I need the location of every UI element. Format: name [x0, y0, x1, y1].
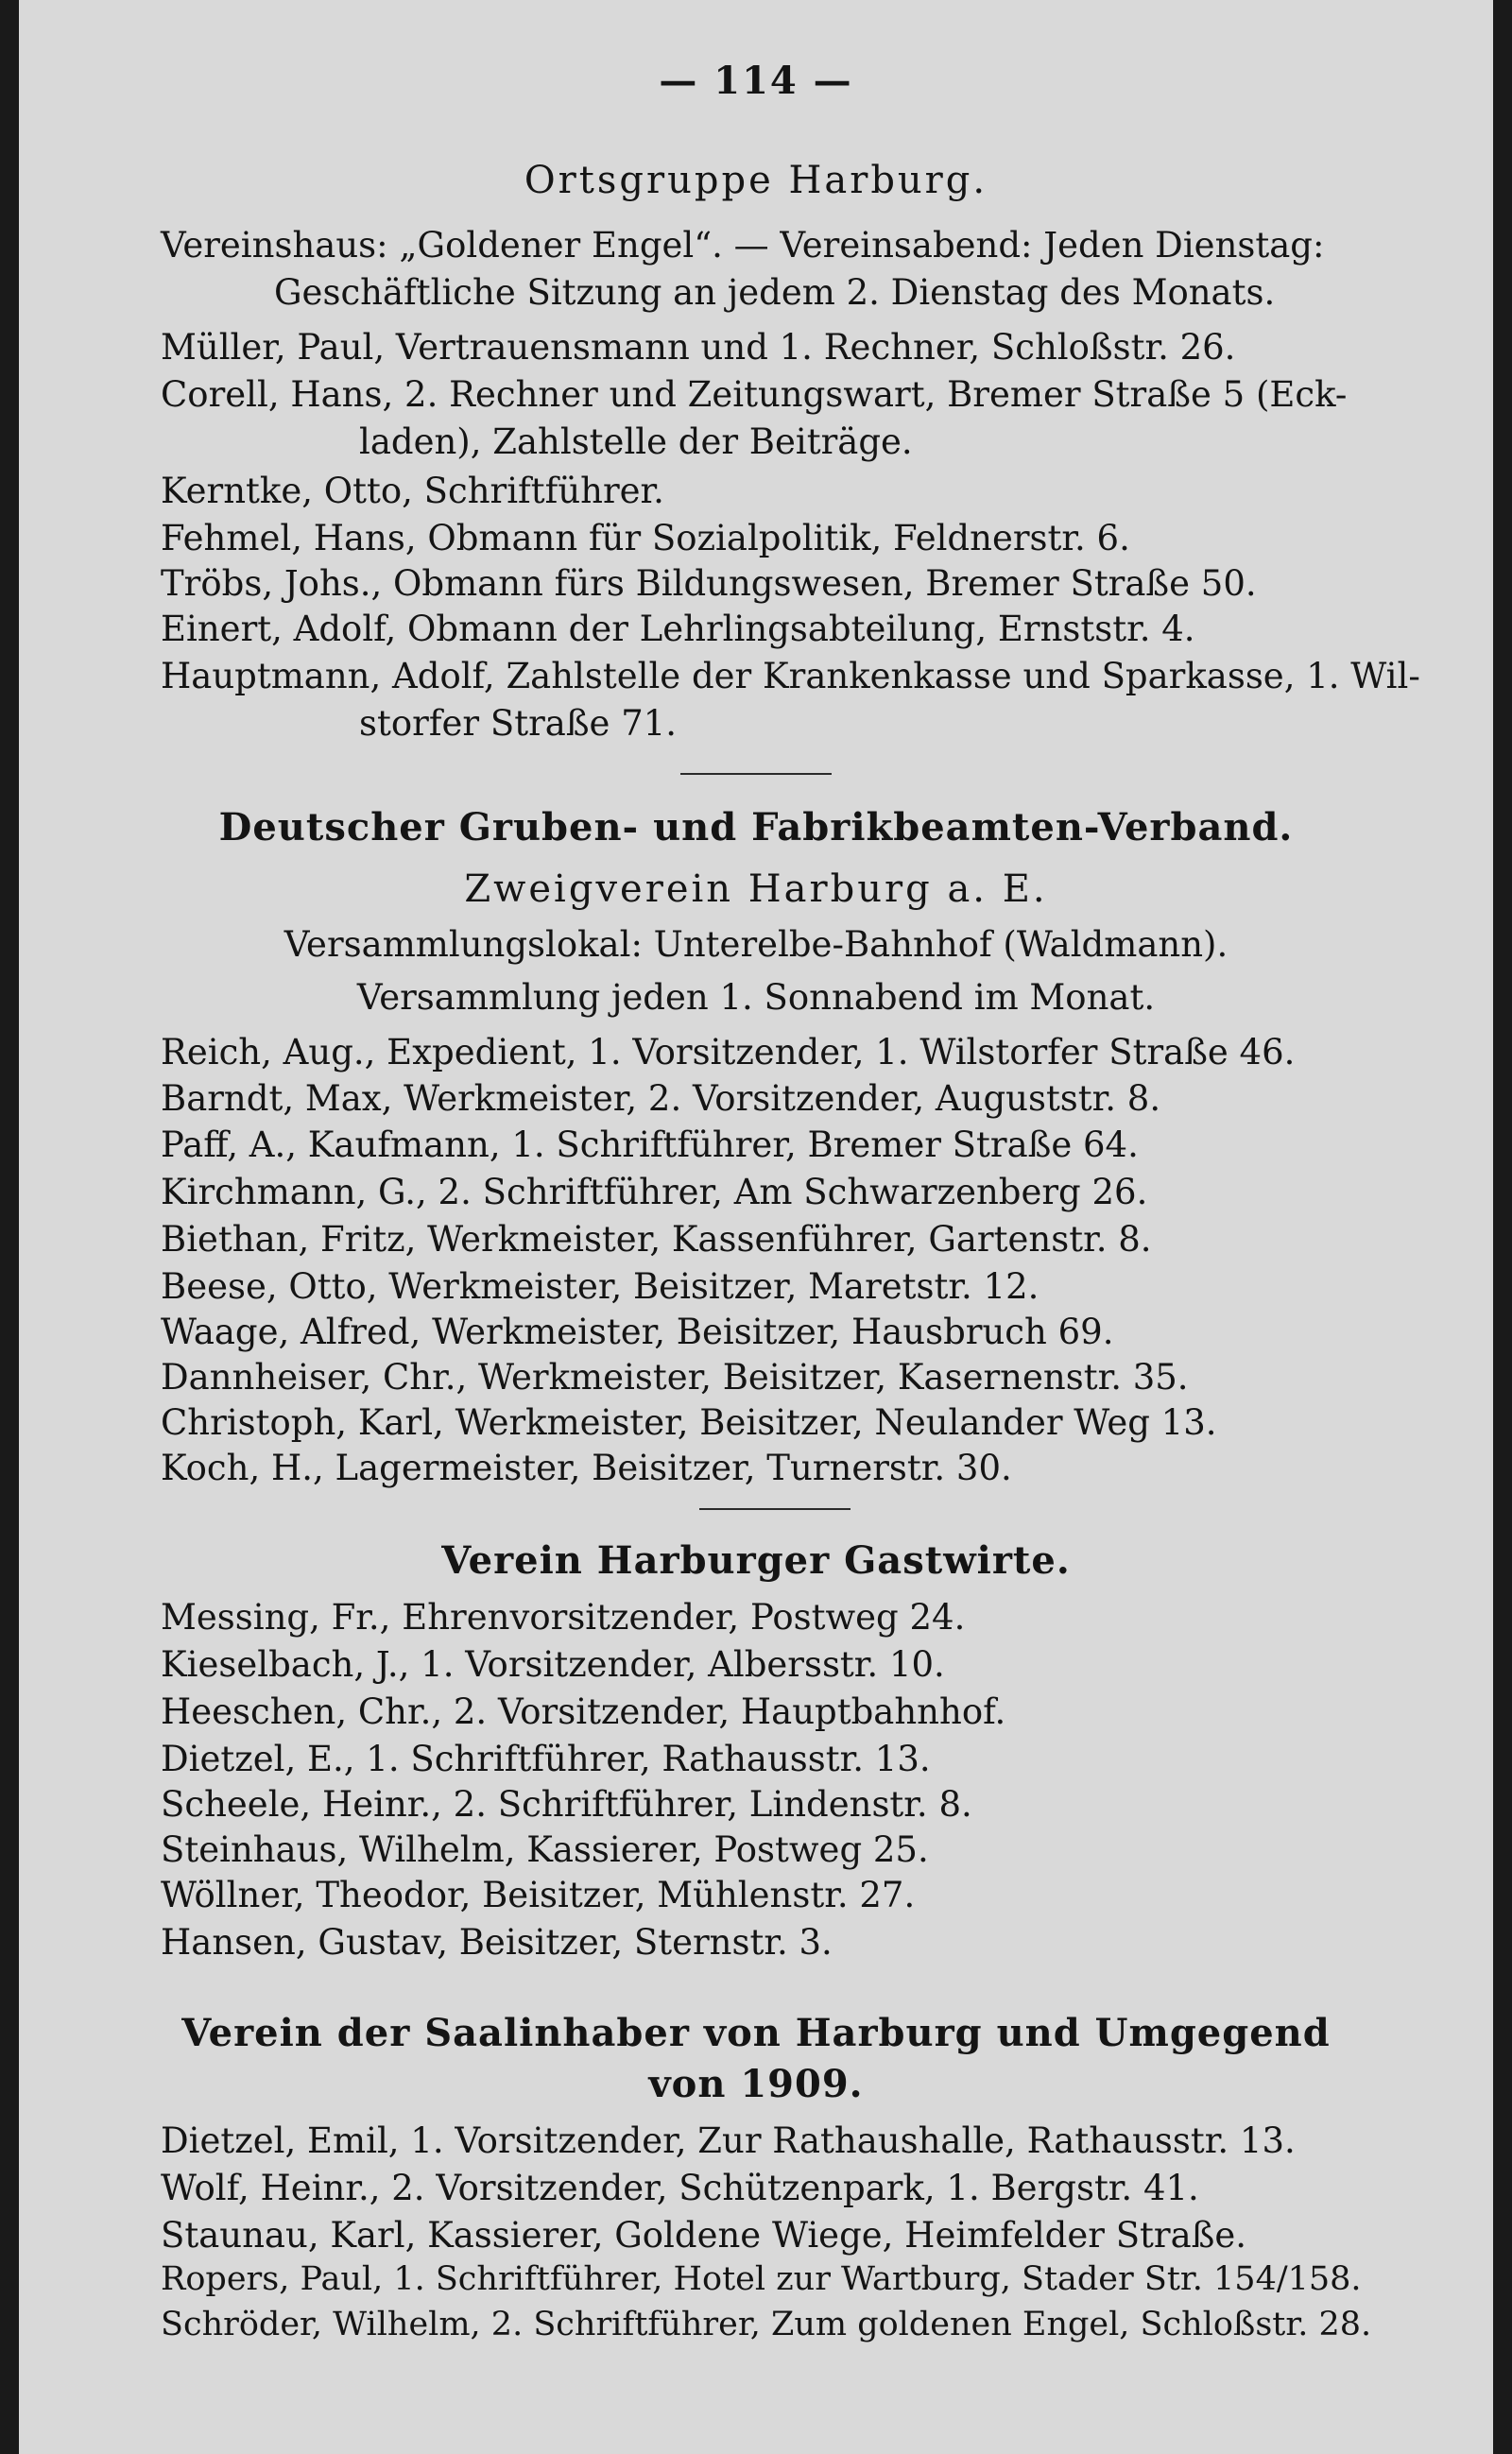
list-item: Dietzel, Emil, 1. Vorsitzender, Zur Rathaushalle, Rathausstr. 13.: [161, 2120, 1296, 2161]
list-item: Schröder, Wilhelm, 2. Schriftführer, Zum goldenen Engel, Schloßstr. 28.: [161, 2306, 1372, 2343]
list-item: Christoph, Karl, Werkmeister, Beisitzer, Neulander Weg 13.: [161, 1402, 1217, 1443]
list-item: Beese, Otto, Werkmeister, Beisitzer, Maretstr. 12.: [161, 1266, 1040, 1307]
list-item: Waage, Alfred, Werkmeister, Beisitzer, Hausbruch 69.: [161, 1312, 1114, 1352]
list-item: Ropers, Paul, 1. Schriftführer, Hotel zur Wartburg, Stader Str. 154/158.: [161, 2260, 1362, 2298]
list-item: Hauptmann, Adolf, Zahlstelle der Krankenkasse und Sparkasse, 1. Wil-: [161, 656, 1420, 696]
list-item: Dannheiser, Chr., Werkmeister, Beisitzer, Kasernenstr. 35.: [161, 1357, 1189, 1398]
list-item: Tröbs, Johs., Obmann fürs Bildungswesen, Bremer Straße 50.: [161, 563, 1257, 604]
list-item: Kerntke, Otto, Schriftführer.: [161, 471, 664, 511]
info-line: Vereinshaus: „Goldener Engel“. — Vereinsabend: Jeden Dienstag:: [161, 225, 1325, 266]
list-item: Einert, Adolf, Obmann der Lehrlingsabteilung, Ernststr. 4.: [161, 609, 1195, 649]
list-item: Scheele, Heinr., 2. Schriftführer, Lindenstr. 8.: [161, 1784, 972, 1825]
divider: [699, 1508, 850, 1510]
list-item: Müller, Paul, Vertrauensmann und 1. Rechner, Schloßstr. 26.: [161, 327, 1236, 368]
list-item: Hansen, Gustav, Beisitzer, Sternstr. 3.: [161, 1922, 833, 1963]
list-item: Corell, Hans, 2. Rechner und Zeitungswart, Bremer Straße 5 (Eck-: [161, 374, 1348, 415]
section-title-gastwirte: Verein Harburger Gastwirte.: [441, 1538, 1071, 1583]
list-item: Wolf, Heinr., 2. Vorsitzender, Schützenpark, 1. Bergstr. 41.: [161, 2168, 1199, 2208]
book-page: [19, 0, 1493, 2454]
list-item: Koch, H., Lagermeister, Beisitzer, Turnerstr. 30.: [161, 1448, 1012, 1488]
section-title-gruben-verband: Deutscher Gruben- und Fabrikbeamten-Verband.: [218, 805, 1294, 849]
list-item: laden), Zahlstelle der Beiträge.: [359, 421, 913, 462]
list-item: Heeschen, Chr., 2. Vorsitzender, Hauptbahnhof.: [161, 1691, 1006, 1732]
list-item: Dietzel, E., 1. Schriftführer, Rathausstr. 13.: [161, 1739, 931, 1779]
info-line: Versammlung jeden 1. Sonnabend im Monat.: [356, 977, 1156, 1018]
list-item: Wöllner, Theodor, Beisitzer, Mühlenstr. 27.: [161, 1875, 916, 1915]
info-line: Versammlungslokal: Unterelbe-Bahnhof (Waldmann).: [284, 924, 1228, 965]
list-item: Paff, A., Kaufmann, 1. Schriftführer, Bremer Straße 64.: [161, 1124, 1139, 1165]
list-item: Messing, Fr., Ehrenvorsitzender, Postweg 24.: [161, 1597, 966, 1638]
list-item: Reich, Aug., Expedient, 1. Vorsitzender, 1. Wilstorfer Straße 46.: [161, 1032, 1296, 1073]
info-line: Geschäftliche Sitzung an jedem 2. Dienstag des Monats.: [274, 272, 1276, 313]
list-item: Barndt, Max, Werkmeister, 2. Vorsitzender, Auguststr. 8.: [161, 1078, 1161, 1119]
list-item: Kieselbach, J., 1. Vorsitzender, Albersstr. 10.: [161, 1644, 945, 1685]
section-subtitle: Zweigverein Harburg a. E.: [464, 867, 1048, 911]
page-number: — 114 —: [659, 59, 853, 103]
list-item: storfer Straße 71.: [359, 703, 678, 744]
list-item: Biethan, Fritz, Werkmeister, Kassenführer, Gartenstr. 8.: [161, 1219, 1152, 1260]
list-item: Steinhaus, Wilhelm, Kassierer, Postweg 25.: [161, 1829, 929, 1870]
list-item: Kirchmann, G., 2. Schriftführer, Am Schwarzenberg 26.: [161, 1172, 1148, 1212]
section-title-saalinhaber-line2: von 1909.: [648, 2062, 864, 2106]
section-title-saalinhaber: Verein der Saalinhaber von Harburg und Umgegend: [181, 2011, 1331, 2055]
list-item: Fehmel, Hans, Obmann für Sozialpolitik, Feldnerstr. 6.: [161, 518, 1130, 558]
divider: [680, 773, 832, 775]
list-item: Staunau, Karl, Kassierer, Goldene Wiege, Heimfelder Straße.: [161, 2215, 1247, 2256]
section-title-ortsgruppe: Ortsgruppe Harburg.: [524, 159, 988, 202]
